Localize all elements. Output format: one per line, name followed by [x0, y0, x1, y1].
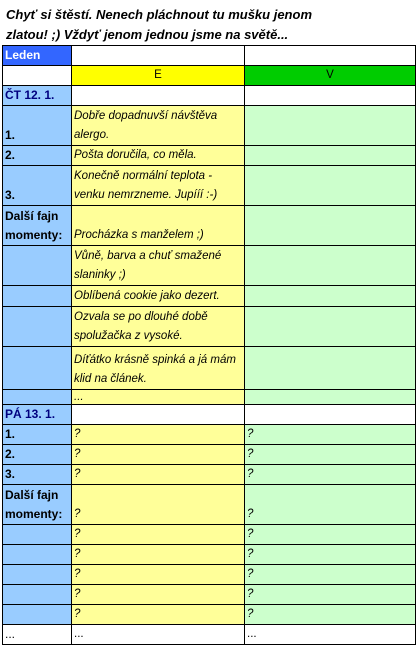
row-label[interactable]: 3. [3, 465, 72, 485]
row-label[interactable]: 1. [3, 425, 72, 445]
entry-v[interactable]: ? [245, 525, 416, 545]
cell[interactable] [72, 405, 245, 425]
entry-v[interactable]: ? [245, 485, 416, 525]
entry-e[interactable]: Pošta doručila, co měla. [72, 146, 245, 166]
entry-v[interactable] [245, 347, 416, 390]
trailer-cell[interactable]: ... [245, 625, 416, 645]
row-label[interactable] [3, 585, 72, 605]
row-label[interactable] [3, 390, 72, 405]
entry-v[interactable] [245, 307, 416, 347]
entry-v[interactable] [245, 146, 416, 166]
row-label[interactable] [3, 246, 72, 286]
cell[interactable] [245, 86, 416, 106]
entry-e[interactable]: Díťátko krásně spinká a já mám klid na článek. [72, 347, 245, 390]
day-label[interactable]: ČT 12. 1. [3, 86, 72, 106]
entry-v[interactable] [245, 206, 416, 246]
row-label[interactable]: 1. [3, 106, 72, 146]
table-row [3, 106, 416, 146]
table-row [3, 286, 416, 307]
entry-v[interactable]: ? [245, 465, 416, 485]
row-label[interactable]: 2. [3, 146, 72, 166]
month-cell[interactable]: Leden [3, 46, 72, 66]
entry-e[interactable]: ? [72, 425, 245, 445]
entry-e[interactable]: ? [72, 565, 245, 585]
entry-e[interactable]: ? [72, 485, 245, 525]
table-row [3, 390, 416, 405]
table-row [3, 485, 416, 525]
entry-e[interactable]: Dobře dopadnuvší návštěva alergo. [72, 106, 245, 146]
table-row [3, 425, 416, 445]
entry-v[interactable] [245, 166, 416, 206]
cell[interactable] [72, 46, 245, 66]
entry-e[interactable]: ? [72, 525, 245, 545]
table-row [3, 545, 416, 565]
entry-e[interactable]: ? [72, 465, 245, 485]
entry-v[interactable]: ? [245, 425, 416, 445]
table-row [3, 146, 416, 166]
column-header-row [3, 66, 416, 86]
cell[interactable] [72, 86, 245, 106]
column-header-e[interactable]: E [72, 66, 245, 86]
entry-e[interactable]: Oblíbená cookie jako dezert. [72, 286, 245, 307]
entry-v[interactable]: ? [245, 585, 416, 605]
table-row [3, 605, 416, 625]
sheet-title [0, 0, 418, 45]
entry-e[interactable]: ? [72, 585, 245, 605]
table-row [3, 246, 416, 286]
table-row [3, 347, 416, 390]
entry-v[interactable] [245, 246, 416, 286]
entry-e[interactable]: ? [72, 545, 245, 565]
title-line-2: zlatou! ;) Vždyť jenom jednou jsme na světě... [6, 27, 289, 42]
trailer-row [3, 625, 416, 645]
row-label[interactable]: Další fajn momenty: [3, 485, 72, 525]
entry-e[interactable]: Konečně normální teplota - venku nemrzneme. Jupííí :-) [72, 166, 245, 206]
entry-v[interactable]: ? [245, 565, 416, 585]
entry-e[interactable]: ? [72, 445, 245, 465]
entry-e[interactable]: ? [72, 605, 245, 625]
row-label[interactable] [3, 347, 72, 390]
row-label[interactable]: 2. [3, 445, 72, 465]
entry-e[interactable]: Ozvala se po dlouhé době spolužačka z vysoké. [72, 307, 245, 347]
entry-v[interactable]: ? [245, 445, 416, 465]
row-label[interactable]: 3. [3, 166, 72, 206]
table-row [3, 206, 416, 246]
row-label[interactable] [3, 525, 72, 545]
row-label[interactable] [3, 605, 72, 625]
cell[interactable] [245, 405, 416, 425]
day-label[interactable]: PÁ 13. 1. [3, 405, 72, 425]
title-line-1: Chyť si štěstí. Nenech pláchnout tu mušku jenom [6, 7, 313, 22]
gratitude-table [2, 45, 416, 645]
table-row [3, 565, 416, 585]
cell[interactable] [245, 46, 416, 66]
table-row [3, 525, 416, 545]
table-row [3, 465, 416, 485]
day-header-row [3, 86, 416, 106]
entry-v[interactable] [245, 106, 416, 146]
entry-v[interactable] [245, 286, 416, 307]
table-row [3, 585, 416, 605]
table-row [3, 445, 416, 465]
day-header-row [3, 405, 416, 425]
table-row [3, 307, 416, 347]
entry-e[interactable]: Procházka s manželem ;) [72, 206, 245, 246]
entry-v[interactable]: ? [245, 605, 416, 625]
cell[interactable] [3, 66, 72, 86]
row-label[interactable]: Další fajn momenty: [3, 206, 72, 246]
row-label[interactable] [3, 545, 72, 565]
entry-e[interactable]: Vůně, barva a chuť smažené slaninky ;) [72, 246, 245, 286]
row-label[interactable] [3, 307, 72, 347]
entry-v[interactable] [245, 390, 416, 405]
trailer-cell[interactable]: ... [72, 625, 245, 645]
column-header-v[interactable]: V [245, 66, 416, 86]
table-row [3, 166, 416, 206]
entry-e[interactable]: ... [72, 390, 245, 405]
row-label[interactable] [3, 286, 72, 307]
trailer-cell[interactable]: ... [3, 625, 72, 645]
entry-v[interactable]: ? [245, 545, 416, 565]
month-row [3, 46, 416, 66]
row-label[interactable] [3, 565, 72, 585]
